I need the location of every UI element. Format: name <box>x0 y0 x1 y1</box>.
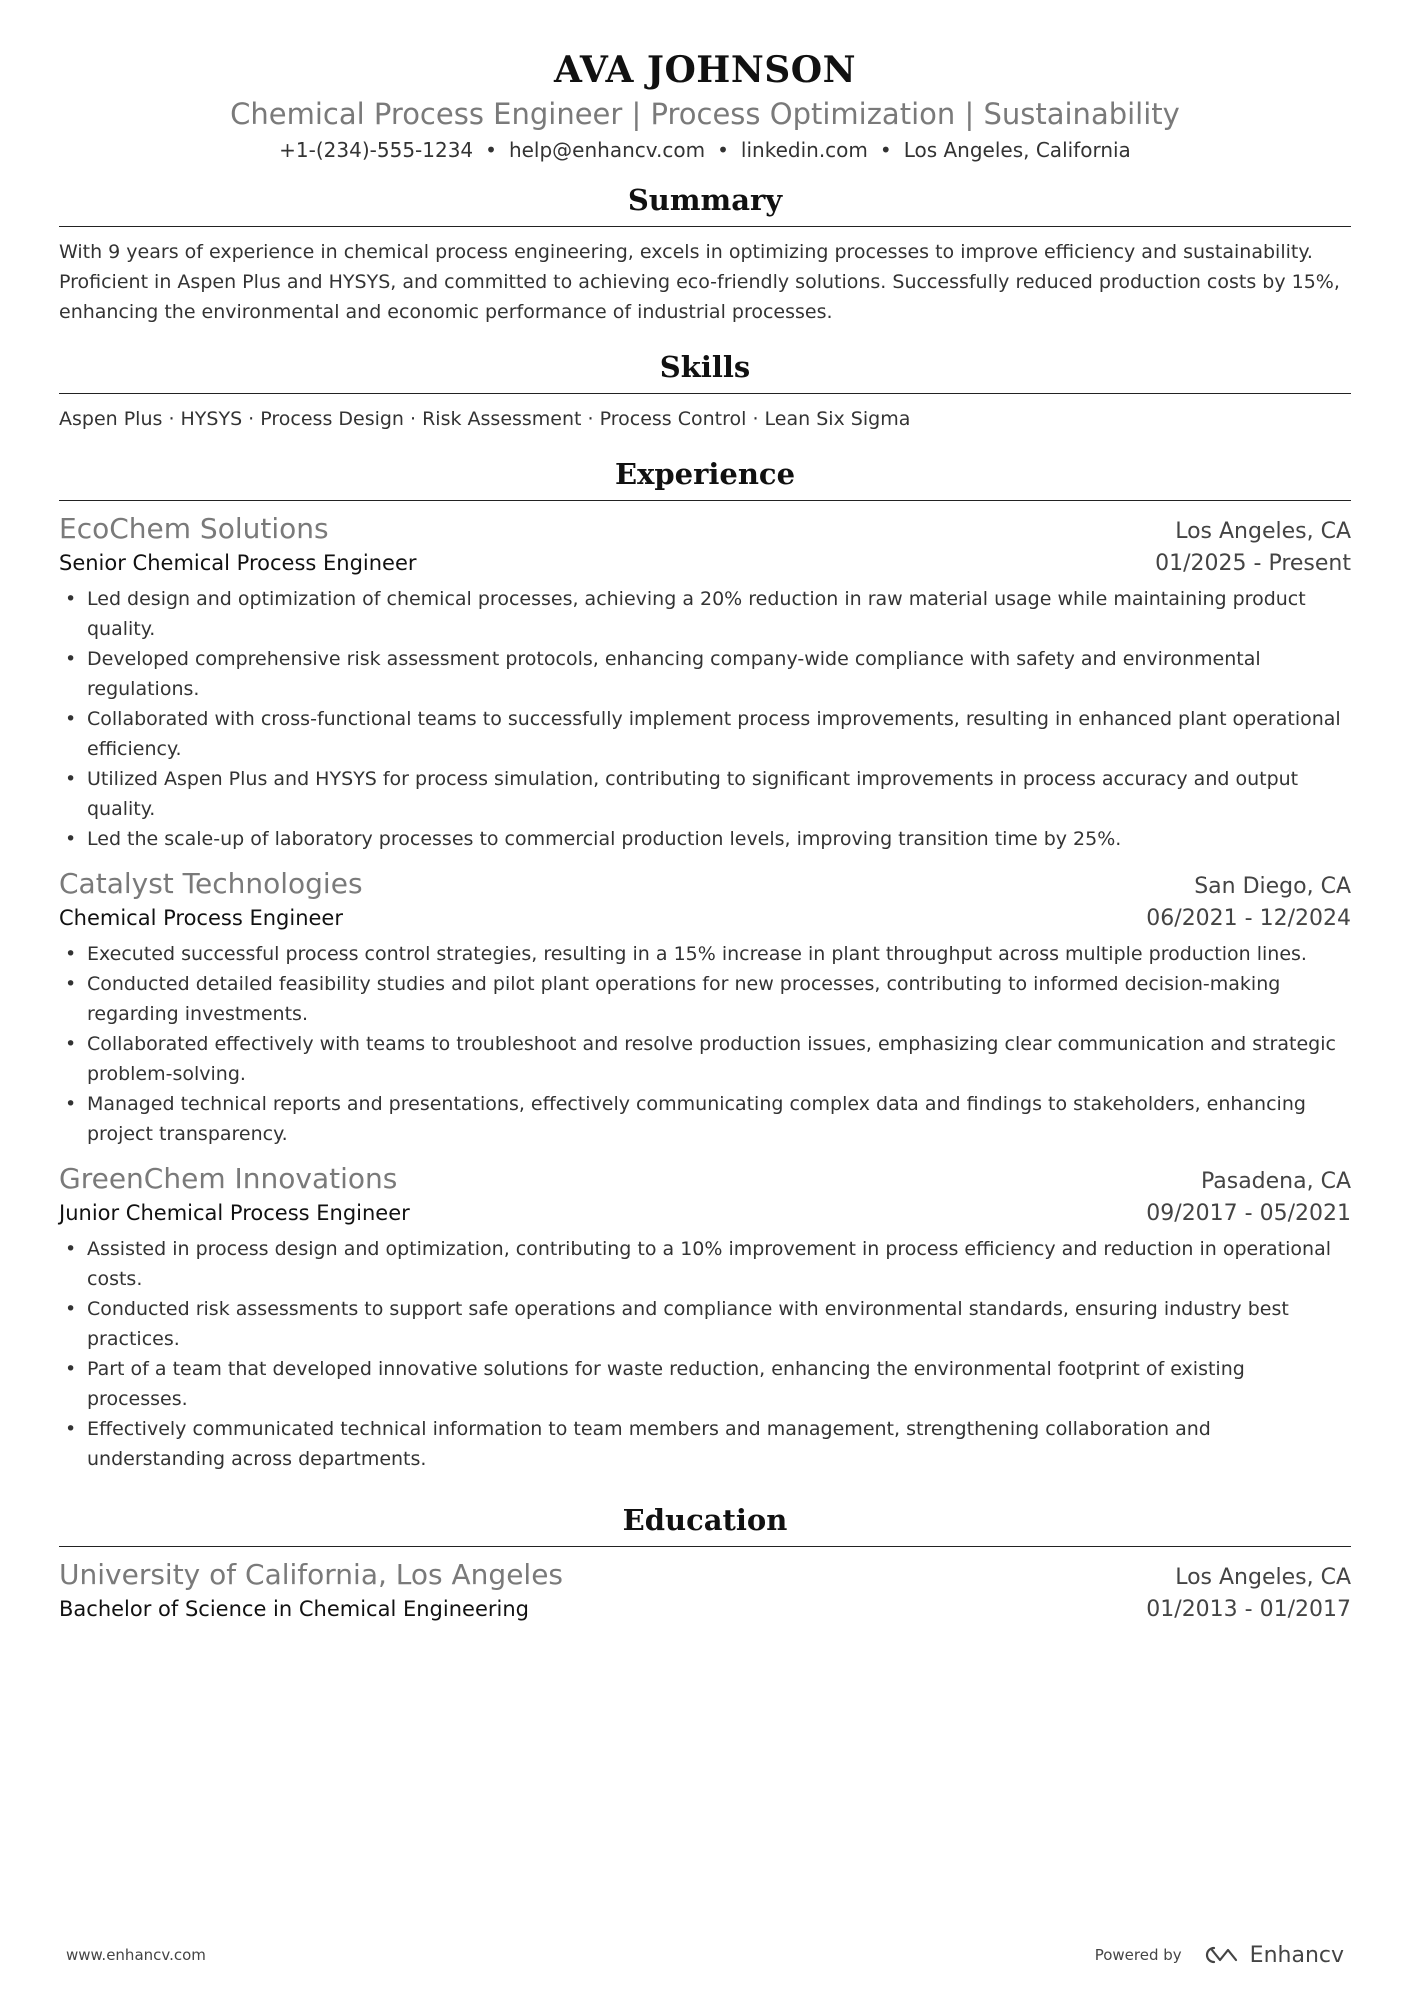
job-bullets <box>59 939 1351 1149</box>
summary-text: With 9 years of experience in chemical process engineering, excels in optimizing processes to improve efficiency and sustainability. Proficient in Aspen Plus and HYSYS, and committed to achieving eco-friendly solutions. Successfully reduced production costs by 15%, enhancing the environmental and economic performance of industrial processes. <box>59 241 1340 323</box>
contact-linkedin: linkedin.com <box>740 138 868 162</box>
bullet-item: • Led the scale-up of laboratory processes to commercial production levels, improving transition time by 25%. <box>59 824 1351 854</box>
section-divider <box>59 500 1351 501</box>
section-divider <box>59 1546 1351 1547</box>
skills-list: Aspen Plus · HYSYS · Process Design · Risk Assessment · Process Control · Lean Six Sigma <box>59 408 911 430</box>
education-section <box>59 1500 1351 1626</box>
company-name: Catalyst Technologies <box>59 867 363 900</box>
job-title: Senior Chemical Process Engineer <box>59 551 417 575</box>
contact-location: Los Angeles, California <box>903 138 1131 162</box>
job-location: Los Angeles, CA <box>1175 519 1351 544</box>
job-dates: 01/2025 - Present <box>1155 551 1351 576</box>
section-divider <box>59 226 1351 227</box>
section-title-education: Education <box>622 1503 788 1537</box>
bullet-item: • Collaborated with cross-functional teams to successfully implement process improvements, resulting in enhanced plant operational efficiency. <box>59 704 1351 764</box>
degree-name: Bachelor of Science in Chemical Engineering <box>59 1597 529 1621</box>
bullet-item: • Led design and optimization of chemical processes, achieving a 20% reduction in raw material usage while maintaining product quality. <box>59 584 1351 644</box>
job-location: San Diego, CA <box>1194 874 1351 899</box>
section-title-experience: Experience <box>614 457 796 491</box>
bullet-separator: • <box>879 138 892 162</box>
candidate-tagline: Chemical Process Engineer | Process Optimization | Sustainability <box>230 97 1180 131</box>
job-title: Chemical Process Engineer <box>59 906 343 930</box>
experience-entry <box>59 866 1351 1149</box>
contact-line <box>59 136 1351 164</box>
education-dates: 01/2013 - 01/2017 <box>1146 1597 1351 1622</box>
bullet-item: • Conducted risk assessments to support safe operations and compliance with environmental standards, ensuring industry best practices. <box>59 1294 1351 1354</box>
resume-header <box>59 0 1351 164</box>
contact-email: help@enhancv.com <box>508 138 706 162</box>
school-location: Los Angeles, CA <box>1175 1565 1351 1590</box>
section-title-skills: Skills <box>659 350 751 384</box>
job-dates: 09/2017 - 05/2021 <box>1146 1201 1351 1226</box>
experience-entry <box>59 1161 1351 1474</box>
skills-section <box>59 347 1351 434</box>
footer-website-link[interactable]: www.enhancv.com <box>66 1946 206 1964</box>
job-bullets <box>59 1234 1351 1474</box>
experience-section <box>59 454 1351 1474</box>
bullet-item: • Conducted detailed feasibility studies and pilot plant operations for new processes, contributing to informed decision-making regarding investments. <box>59 969 1351 1029</box>
enhancv-brand-link[interactable] <box>1200 1943 1344 1968</box>
job-bullets <box>59 584 1351 854</box>
job-title: Junior Chemical Process Engineer <box>59 1201 410 1225</box>
company-name: GreenChem Innovations <box>59 1162 398 1195</box>
section-title-summary: Summary <box>627 183 783 217</box>
section-divider <box>59 393 1351 394</box>
summary-section <box>59 180 1351 327</box>
bullet-item: • Managed technical reports and presentations, effectively communicating complex data and findings to stakeholders, enhancing project transparency. <box>59 1089 1351 1149</box>
job-dates: 06/2021 - 12/2024 <box>1146 906 1351 931</box>
candidate-name: AVA JOHNSON <box>554 49 856 91</box>
brand-name: Enhancv <box>1249 1942 1344 1968</box>
bullet-item: • Collaborated effectively with teams to troubleshoot and resolve production issues, emphasizing clear communication and strategic problem-solving. <box>59 1029 1351 1089</box>
bullet-item: • Utilized Aspen Plus and HYSYS for process simulation, contributing to significant improvements in process accuracy and output quality. <box>59 764 1351 824</box>
bullet-item: • Assisted in process design and optimization, contributing to a 10% improvement in process efficiency and reduction in operational costs. <box>59 1234 1351 1294</box>
enhancv-logo-icon <box>1200 1944 1244 1966</box>
footer-branding <box>1095 1943 1344 1968</box>
bullet-item: • Part of a team that developed innovative solutions for waste reduction, enhancing the environmental footprint of existing processes. <box>59 1354 1351 1414</box>
bullet-item: • Developed comprehensive risk assessment protocols, enhancing company-wide compliance with safety and environmental regulations. <box>59 644 1351 704</box>
contact-phone: +1-(234)-555-1234 <box>279 138 474 162</box>
bullet-separator: • <box>485 138 497 162</box>
experience-entry <box>59 511 1351 854</box>
page-footer <box>0 1940 1410 1970</box>
school-name: University of California, Los Angeles <box>59 1558 564 1591</box>
bullet-item: • Effectively communicated technical information to team members and management, strengthening collaboration and understanding across departments. <box>59 1414 1351 1474</box>
company-name: EcoChem Solutions <box>59 512 329 545</box>
powered-by-label: Powered by <box>1094 1946 1182 1964</box>
bullet-separator: • <box>717 138 729 162</box>
job-location: Pasadena, CA <box>1200 1169 1351 1194</box>
education-entry <box>59 1557 1351 1626</box>
bullet-item: • Executed successful process control strategies, resulting in a 15% increase in plant throughput across multiple production lines. <box>59 939 1351 969</box>
